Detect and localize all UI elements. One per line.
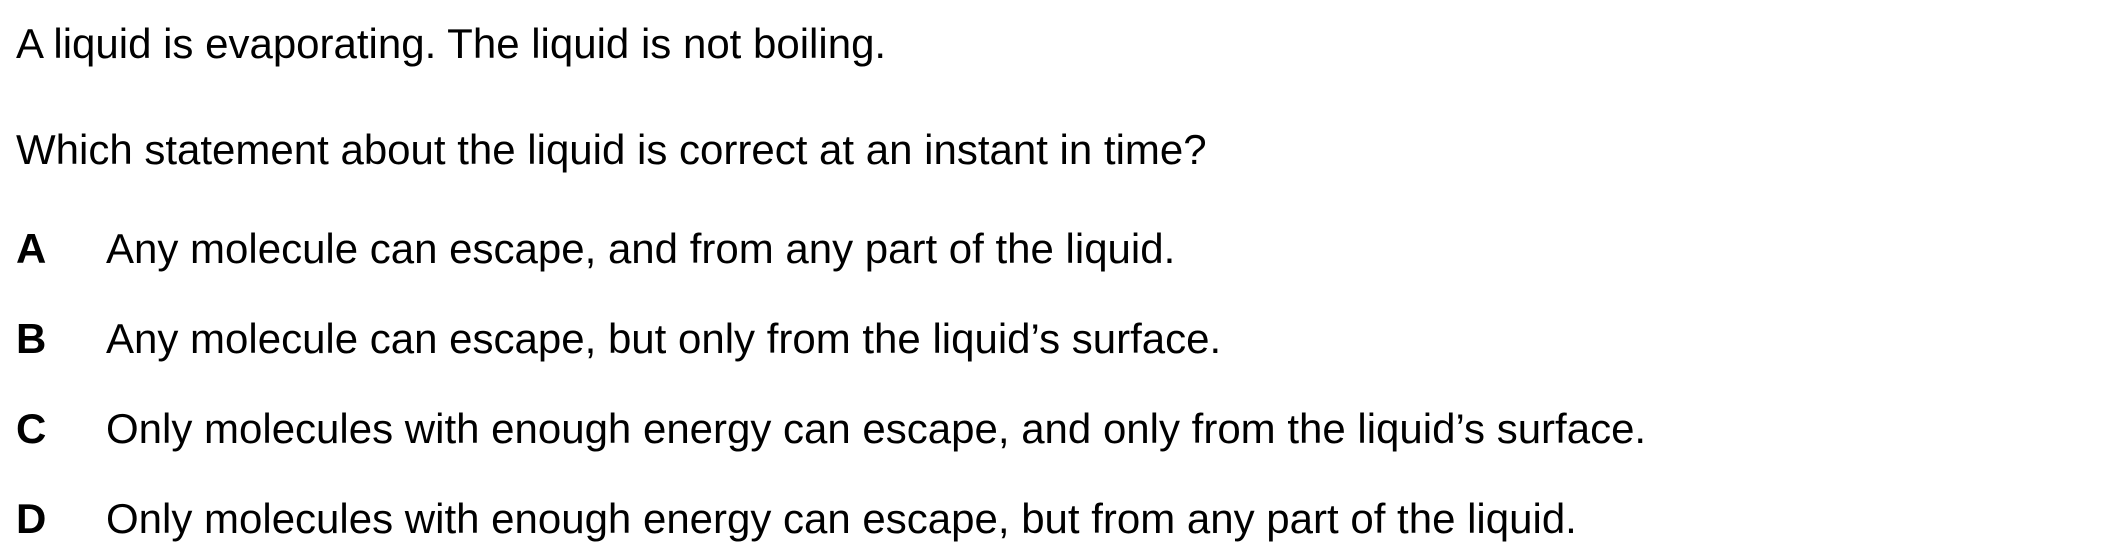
option-letter: C [16,405,47,452]
option-c[interactable] [16,405,1646,453]
question-stem-context: A liquid is evaporating. The liquid is not boiling. [16,20,887,67]
option-letter: B [16,315,47,362]
option-text: Only molecules with enough energy can escape, but from any part of the liquid. [106,495,1577,542]
option-text: Only molecules with enough energy can escape, and only from the liquid’s surface. [106,405,1647,452]
question-stem-prompt: Which statement about the liquid is correct at an instant in time? [16,126,1207,173]
option-letter: D [16,495,47,542]
option-b[interactable] [16,315,1221,363]
option-d[interactable] [16,495,1577,543]
option-text: Any molecule can escape, but only from the liquid’s surface. [106,315,1222,362]
option-text: Any molecule can escape, and from any part of the liquid. [106,225,1176,272]
option-letter: A [16,225,47,272]
option-a[interactable] [16,225,1175,273]
